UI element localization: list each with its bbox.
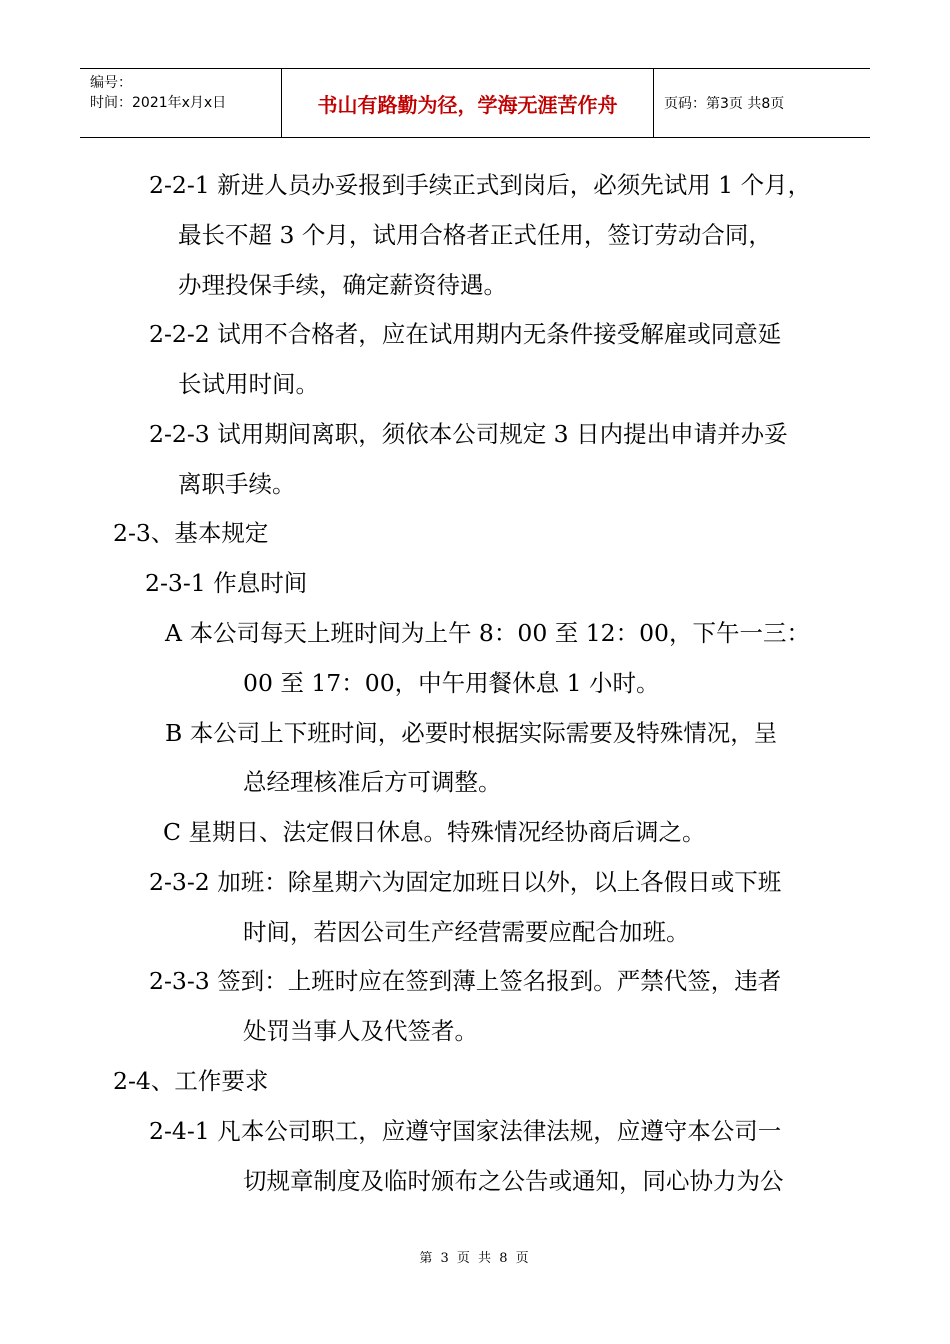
document-number-label: 编号：: [90, 75, 132, 91]
page-header: [80, 68, 870, 138]
header-meta-cell: [80, 69, 282, 137]
body-line: 2-3-2 加班：除星期六为固定加班日以外，以上各假日或下班: [149, 868, 782, 896]
body-line: 2-3-3 签到：上班时应在签到薄上签名报到。严禁代签，违者: [149, 967, 782, 995]
header-motto: 书山有路勤为径，学海无涯苦作舟: [282, 69, 654, 137]
body-line: 时间，若因公司生产经营需要应配合加班。: [243, 918, 690, 946]
body-line: 00 至 17：00，中午用餐休息 1 小时。: [243, 669, 660, 697]
page-footer: 第 3 页 共 8 页: [419, 1251, 531, 1266]
body-line: 2-2-2 试用不合格者，应在试用期内无条件接受解雇或同意延: [149, 320, 782, 348]
body-line: A 本公司每天上班时间为上午 8：00 至 12：00，下午一三：: [165, 619, 811, 647]
body-line: 2-2-1 新进人员办妥报到手续正式到岗后，必须先试用 1 个月，: [149, 171, 812, 199]
body-line: B 本公司上下班时间，必要时根据实际需要及特殊情况，呈: [165, 719, 778, 747]
body-line: 切规章制度及临时颁布之公告或通知，同心协力为公: [243, 1167, 784, 1195]
section-heading: 2-3、基本规定: [113, 519, 269, 547]
body-line: 处罚当事人及代签者。: [243, 1017, 478, 1045]
document-date-label: 时间：2021年x月x日: [90, 95, 227, 111]
section-heading: 2-4、工作要求: [113, 1067, 269, 1095]
body-line: 2-4-1 凡本公司职工，应遵守国家法律法规，应遵守本公司一: [149, 1117, 782, 1145]
body-line: C 星期日、法定假日休息。特殊情况经协商后调之。: [163, 818, 706, 846]
body-line: 最长不超 3 个月，试用合格者正式任用，签订劳动合同，: [178, 221, 772, 249]
body-line: 2-2-3 试用期间离职，须依本公司规定 3 日内提出申请并办妥: [149, 420, 788, 448]
body-line: 办理投保手续，确定薪资待遇。: [178, 271, 507, 299]
body-line: 离职手续。: [178, 470, 296, 498]
subsection-heading: 2-3-1 作息时间: [145, 569, 308, 597]
header-page-number: 页码：第3页 共8页: [664, 96, 785, 112]
body-line: 总经理核准后方可调整。: [243, 768, 502, 796]
body-line: 长试用时间。: [178, 370, 319, 398]
